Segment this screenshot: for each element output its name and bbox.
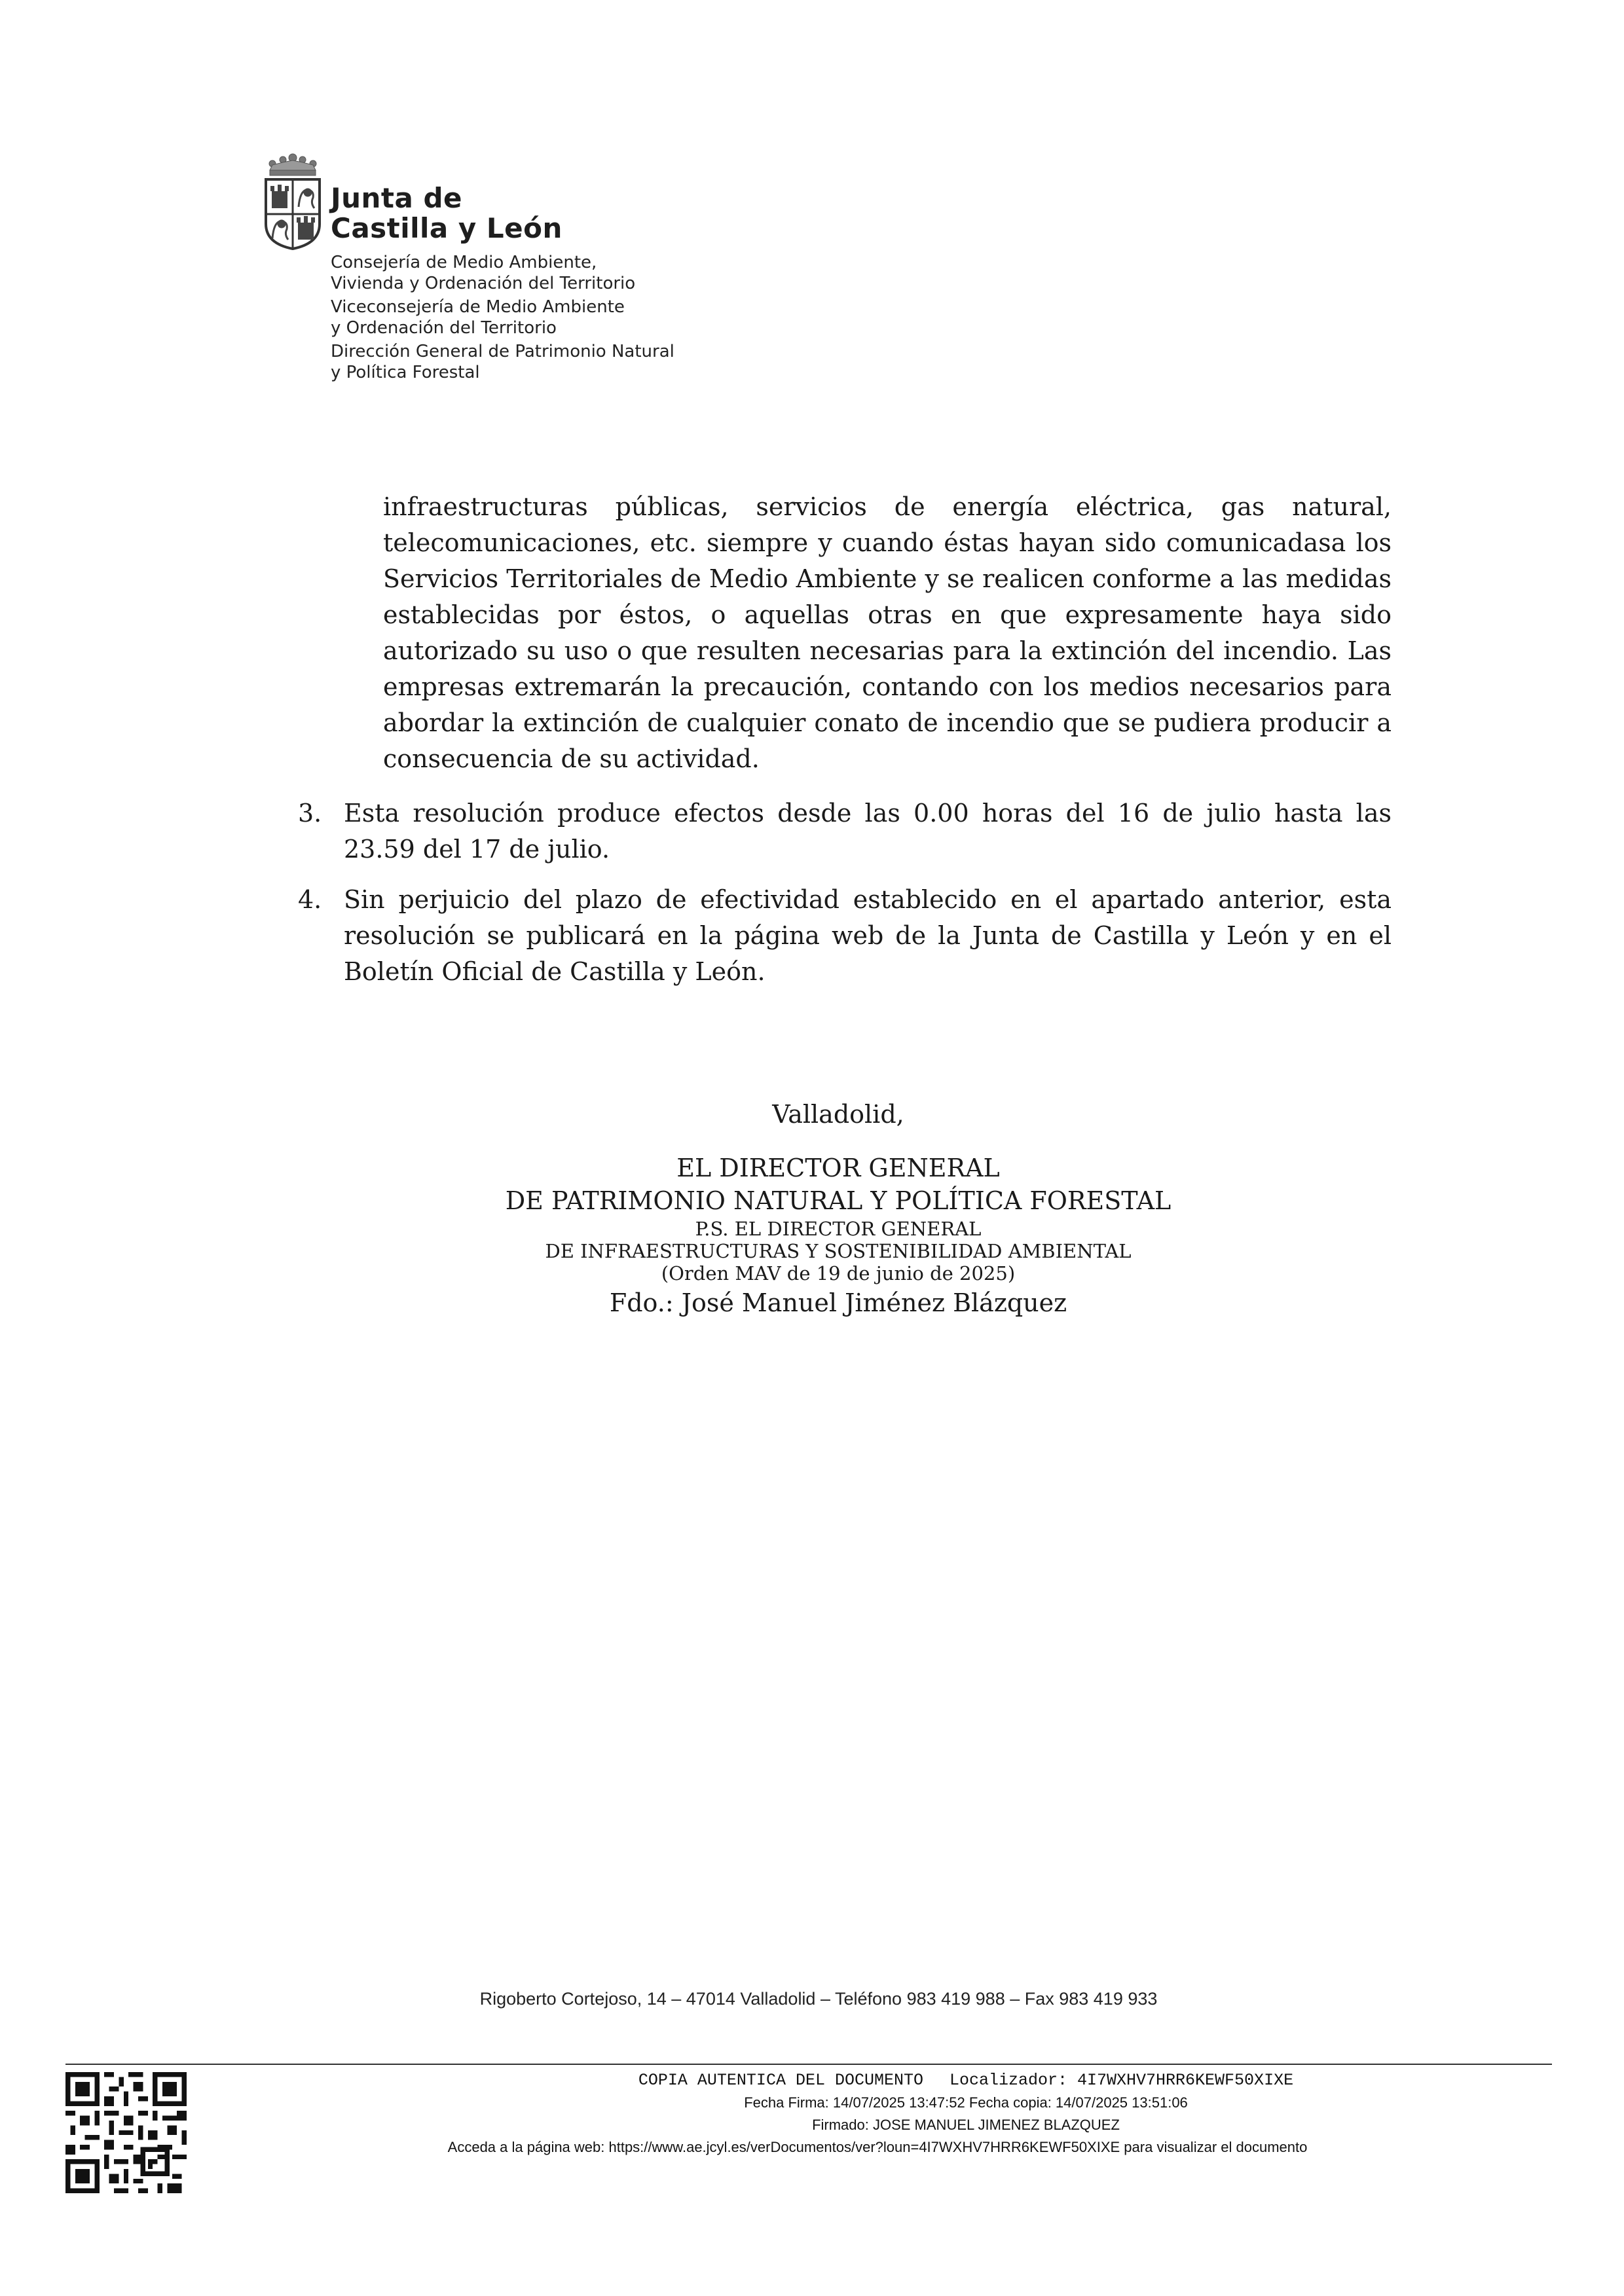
coat-of-arms-logo [261,152,325,250]
signature-title-2: DE PATRIMONIO NATURAL Y POLÍTICA FORESTAL [505,1186,1172,1215]
list-number: 3. [298,799,322,828]
department-block [331,252,674,383]
signature-ps-1: P.S. EL DIRECTOR GENERAL [695,1218,982,1240]
signature-dates: Fecha Firma: 14/07/2025 13:47:52 Fecha copia: 14/07/2025 13:51:06 [744,2094,1188,2111]
signed-by: Fdo.: José Manuel Jiménez Blázquez [609,1288,1067,1317]
verification-url[interactable]: Acceda a la página web: https://www.ae.jcyl.es/verDocumentos/ver?loun=4I7WXHV7HRR6KEWF50XIXE para visualizar el documento [447,2139,1308,2155]
footer-divider [65,2064,1552,2065]
brand-name [331,183,563,244]
dept-line: Consejería de Medio Ambiente, [331,253,597,272]
brand-line-2: Castilla y León [331,212,563,244]
list-text: Esta resolución produce efectos desde las 0.00 horas del 16 de julio hasta las 23.59 del 17 de julio. [344,799,1392,864]
dept-line: Dirección General de Patrimonio Natural [331,342,674,361]
footer-address: Rigoberto Cortejoso, 14 – 47014 Valladolid – Teléfono 983 419 988 – Fax 983 419 933 [479,1989,1158,2009]
dept-line: y Ordenación del Territorio [331,318,557,338]
dept-line: Vivienda y Ordenación del Territorio [331,274,636,293]
signature-ps-3: (Orden MAV de 19 de junio de 2025) [661,1262,1016,1285]
brand-line-1: Junta de [331,182,463,214]
list-number: 4. [298,885,322,914]
qr-code[interactable] [65,2072,187,2193]
locator: Localizador: 4I7WXHV7HRR6KEWF50XIXE [949,2071,1294,2090]
copy-header [367,2069,1565,2092]
signature-ps-2: DE INFRAESTRUCTURAS Y SOSTENIBILIDAD AMBIENTAL [545,1240,1132,1262]
list-item-4 [298,882,1392,990]
dept-line: Viceconsejería de Medio Ambiente [331,297,625,317]
list-text: Sin perjuicio del plazo de efectividad establecido en el apartado anterior, esta resolución se publicará en la página web de la Junta de Castilla y León y en el Boletín Oficial de Castilla y León. [344,885,1392,986]
authentic-copy-block [367,2069,1565,2136]
signature-place: Valladolid, [772,1100,904,1129]
copy-label: COPIA AUTENTICA DEL DOCUMENTO [638,2071,923,2090]
dept-line: y Política Forestal [331,363,480,382]
signed-by-footer: Firmado: JOSE MANUEL JIMENEZ BLAZQUEZ [812,2117,1120,2133]
continuation-paragraph: infraestructuras públicas, servicios de energía eléctrica, gas natural, telecomunicaciones, etc. siempre y cuando éstas hayan sido comunicadasa los Servicios Territoriales de Medio Ambiente y se realicen conforme a las medidas establecidas por éstos, o aquellas otras en que expresamente haya sido autorizado su uso o que resulten necesarias para la extinción del incendio. Las empresas extremarán la precaución, contando con los medios necesarios para abordar la extinción de cualquier conato de incendio que se pudiera producir a consecuencia de su actividad. [383,492,1392,773]
signature-title-1: EL DIRECTOR GENERAL [676,1154,1000,1182]
list-item-3 [298,795,1392,867]
